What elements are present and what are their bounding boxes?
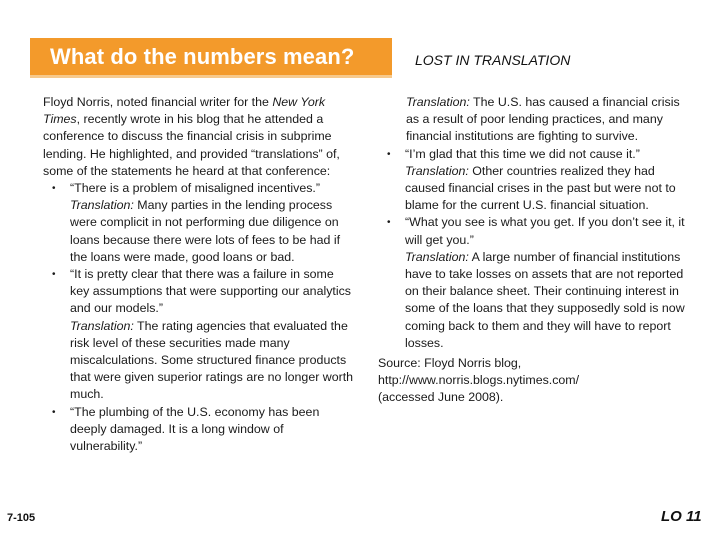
- quote-text: “What you see is what you get. If you don’t see it, it will get you.”: [405, 215, 685, 247]
- translation-text: A large number of financial institutions have to take losses on assets that are not reported on their balance sheet. Their continuing interest in some of the loans that they supposedly sold is now coming back to them and they will have to report losses.: [405, 249, 685, 350]
- translation-label: Translation:: [406, 95, 470, 109]
- quote-text: “It is pretty clear that there was a failure in some key assumptions that were supporting our analytics and our models.”: [70, 267, 351, 316]
- title-banner: [30, 38, 392, 78]
- section-label: LOST IN TRANSLATION: [415, 52, 571, 68]
- list-item: [52, 266, 355, 404]
- quote-text: “I’m glad that this time we did not cause it.”: [405, 146, 640, 161]
- quote-list: [43, 180, 355, 455]
- intro-paragraph: Floyd Norris, noted financial writer for the New York Times, recently wrote in his blog that he attended a conference to discuss the financial crisis in subprime lending. He highlighted, and provided “translations” of, some of the statements he heard at that conference:: [43, 95, 340, 178]
- translation-text: Other countries realized they had caused financial crises in the past but were not to blame for the current U.S. financial situation.: [405, 163, 676, 213]
- source-citation: Source: Floyd Norris blog, http://www.norris.blogs.nytimes.com/ (accessed June 2008).: [378, 356, 580, 405]
- bullet-icon: •: [52, 269, 56, 281]
- quote-text: “The plumbing of the U.S. economy has been deeply damaged. It is a long window of vulnerability.”: [70, 404, 320, 454]
- translation-paragraph: [378, 94, 690, 146]
- translation-text: The U.S. has caused a financial crisis as a result of poor lending practices, and many financial institutions are fighting to survive.: [406, 95, 680, 144]
- page-number: 7-105: [7, 512, 36, 524]
- learning-objective-label: LO 11: [661, 508, 702, 525]
- quote-list: [378, 146, 690, 352]
- bullet-icon: •: [52, 183, 56, 195]
- right-column: [378, 94, 690, 407]
- list-item: [52, 180, 355, 266]
- translation-label: Translation:: [70, 318, 134, 333]
- source-link[interactable]: http://www.norris.blogs.nytimes.com/: [378, 373, 580, 388]
- list-item: [52, 404, 355, 456]
- publication-name: New York Times: [43, 95, 326, 127]
- translation-label: Translation:: [405, 249, 469, 264]
- list-item: [387, 146, 690, 215]
- page-title: What do the numbers mean?: [50, 44, 355, 69]
- bullet-icon: •: [52, 406, 56, 418]
- bullet-icon: •: [387, 217, 391, 229]
- translation-text: The rating agencies that evaluated the risk level of these securities made many miscalculations. Some structured finance products that were given superior ratings are no longer worth much.: [70, 318, 354, 402]
- quote-text: “There is a problem of misaligned incentives.”: [70, 181, 320, 196]
- bullet-icon: •: [387, 148, 391, 160]
- list-item: [387, 214, 690, 352]
- translation-label: Translation:: [405, 163, 469, 178]
- left-column: [43, 94, 355, 455]
- translation-text: Many parties in the lending process were complicit in not performing due diligence on loans because there were lots of fees to be had if the loans were made, good loans or bad.: [70, 198, 341, 264]
- translation-label: Translation:: [70, 198, 134, 213]
